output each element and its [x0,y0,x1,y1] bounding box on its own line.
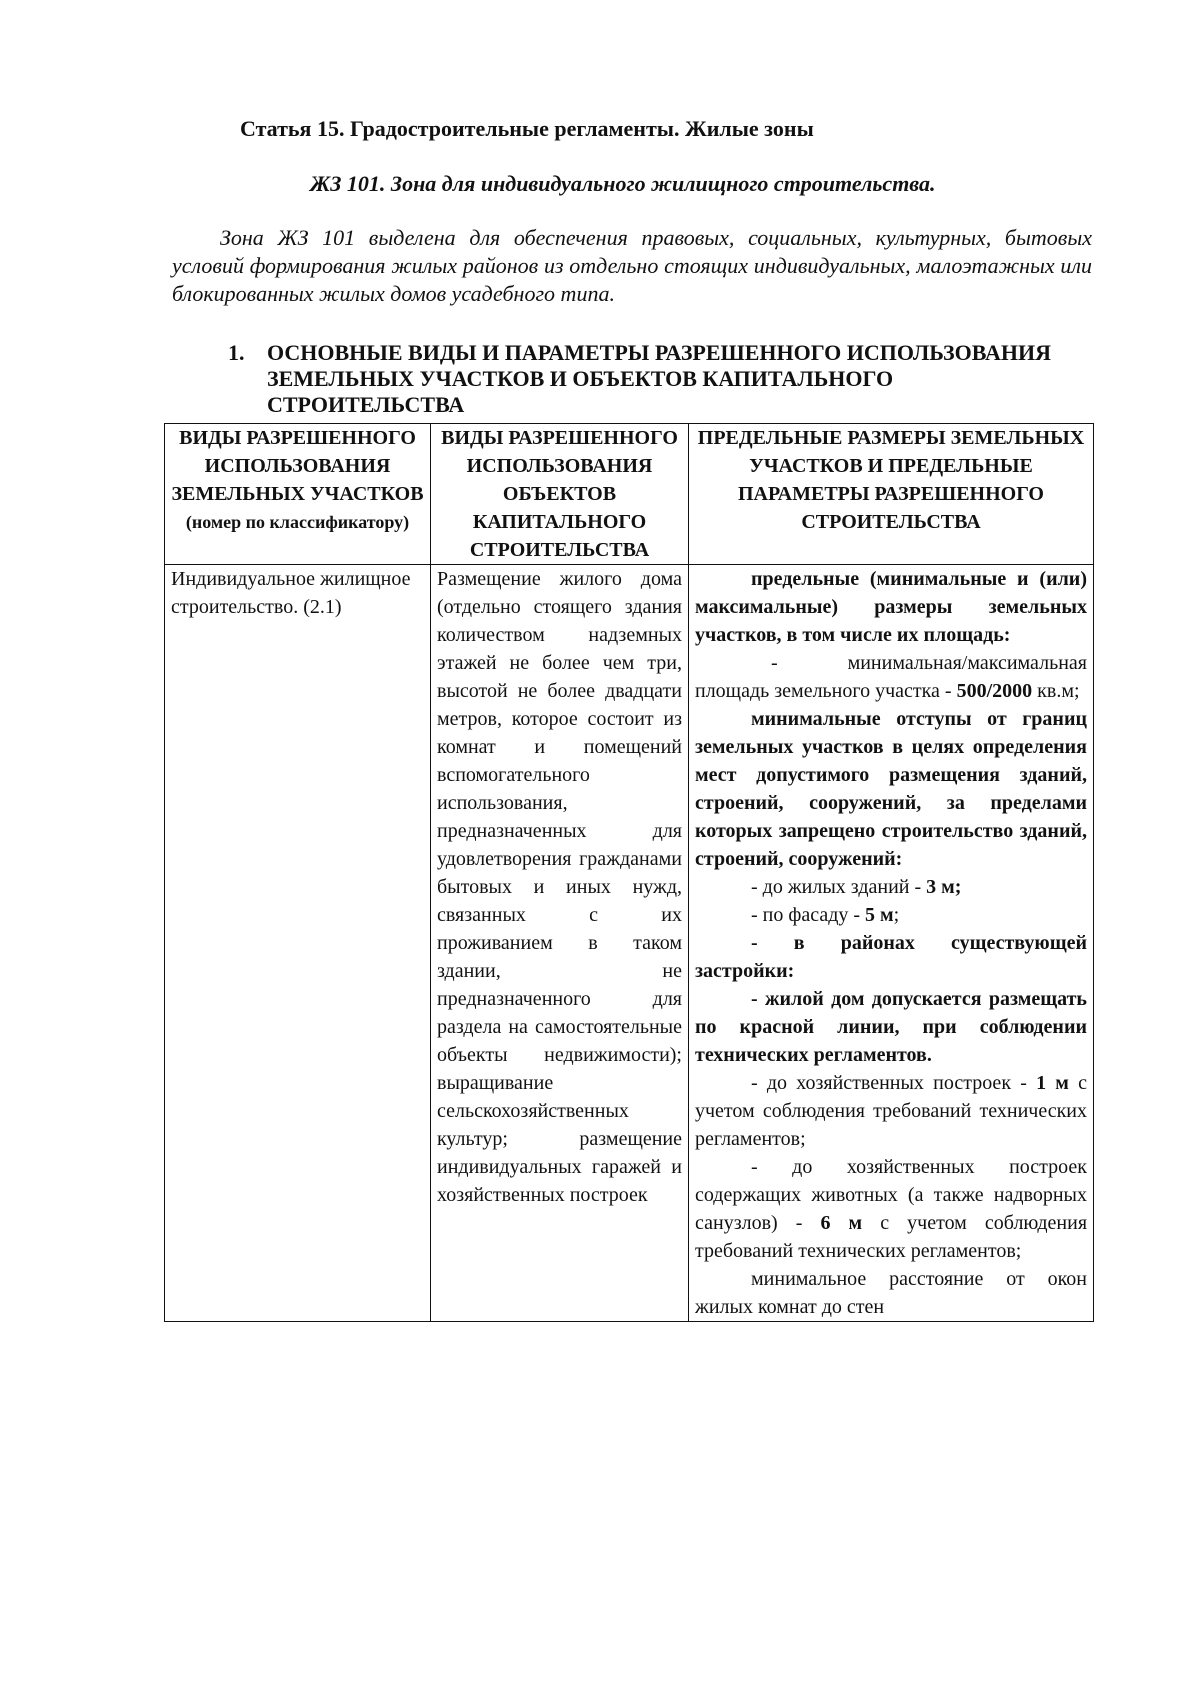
limits-existing-development: - в районах существующей застройки: [695,932,1087,982]
header-land-use-main: ВИДЫ РАЗРЕШЕННОГО ИСПОЛЬЗОВАНИЯ ЗЕМЕЛЬНЫХ УЧАСТКОВ [171,427,424,505]
zone-title: ЖЗ 101. Зона для индивидуального жилищного строительства. [310,171,936,196]
section-title: ОСНОВНЫЕ ВИДЫ И ПАРАМЕТРЫ РАЗРЕШЕННОГО ИСПОЛЬЗОВАНИЯ ЗЕМЕЛЬНЫХ УЧАСТКОВ И ОБЪЕКТОВ КАПИТАЛЬНОГО СТРОИТЕЛЬСТВА [267,340,1052,417]
section-heading [228,340,1088,418]
limits-red-line: - жилой дом допускается размещать по красной линии, при соблюдении технических регламентов. [695,988,1087,1066]
header-land-use [165,424,431,565]
intro-paragraph: Зона ЖЗ 101 выделена для обеспечения правовых, социальных, культурных, бытовых условий формирования жилых районов из отдельно стоящих индивидуальных, малоэтажных или блокированных жилых домов усадебного типа. [172,225,1092,306]
limits-setback-outbuildings: - до хозяйственных построек - 1 м с учетом соблюдения требований технических регламентов; [695,1072,1088,1150]
header-land-use-sub: (номер по классификатору) [185,512,410,532]
limits-setback-residential: - до жилых зданий - 3 м; [751,876,962,898]
limits-setbacks-heading: минимальные отступы от границ земельных участков в целях определения мест допустимого размещения зданий, строений, сооружений, за пределами которых запрещено строительство зданий, строений, сооружений: [695,708,1087,870]
table-header-row [165,424,1094,565]
cell-limits [689,565,1094,1322]
section-number: 1. [228,340,245,365]
cell-land-use: Индивидуальное жилищное строительство. (2.1) [165,565,431,1322]
header-capital-use: ВИДЫ РАЗРЕШЕННОГО ИСПОЛЬЗОВАНИЯ ОБЪЕКТОВ КАПИТАЛЬНОГО СТРОИТЕЛЬСТВА [431,424,689,565]
limits-window-distance: минимальное расстояние от окон жилых комнат до стен [695,1268,1087,1318]
limits-plot-area: - минимальная/максимальная площадь земельного участка - 500/2000 кв.м; [695,652,1087,702]
table-row [165,565,1094,1322]
cell-capital-use: Размещение жилого дома (отдельно стоящего здания количеством надземных этажей не более чем три, высотой не более двадцати метров, которое состоит из комнат и помещений вспомогательного использования, предназначенных для удовлетворения гражданами бытовых и иных нужд, связанных с их проживанием в таком здании, не предназначенного для раздела на самостоятельные объекты недвижимости); выращивание сельскохозяйственных культур; размещение индивидуальных гаражей и хозяйственных построек [431,565,689,1322]
article-title: Статья 15. Градостроительные регламенты. Жилые зоны [240,116,814,141]
regulations-table [164,423,1094,1322]
header-limits: ПРЕДЕЛЬНЫЕ РАЗМЕРЫ ЗЕМЕЛЬНЫХ УЧАСТКОВ И ПРЕДЕЛЬНЫЕ ПАРАМЕТРЫ РАЗРЕШЕННОГО СТРОИТЕЛЬСТВА [689,424,1094,565]
limits-setback-animal-buildings: - до хозяйственных построек содержащих животных (а также надворных санузлов) - 6 м с учетом соблюдения требований технических регламентов; [695,1156,1088,1262]
limits-plot-size-heading: предельные (минимальные и (или) максимальные) размеры земельных участков, в том числе их площадь: [695,568,1087,646]
limits-setback-facade: - по фасаду - 5 м; [751,904,900,926]
